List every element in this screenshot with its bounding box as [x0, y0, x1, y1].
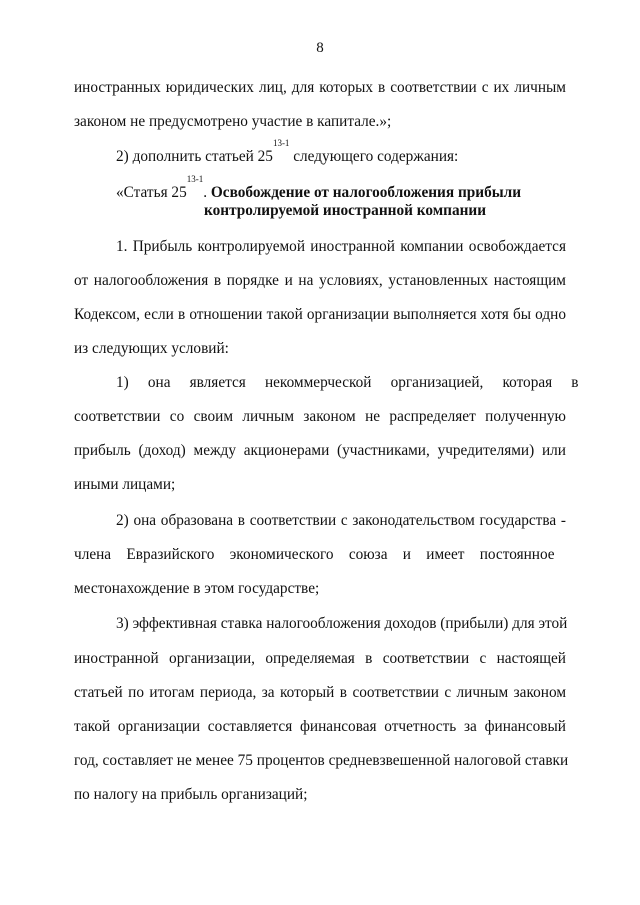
article-title: Освобождение от налогообложения прибыли — [210, 184, 522, 201]
text-line: из следующих условий: — [74, 340, 229, 357]
text-line: 2) она образована в соответствии с законодательством государства - — [116, 512, 566, 529]
article-dot: . — [203, 184, 211, 201]
instruction-text: 2) дополнить статьей 25 — [116, 148, 273, 165]
text-line: статьей по итогам периода, за который в соответствии с личным законом — [74, 684, 566, 701]
article-title-continued: контролируемой иностранной компании — [204, 202, 487, 219]
text-line: такой организации составляется финансовая отчетность за финансовый — [74, 718, 566, 735]
text-line: 1) она является некоммерческой организацией, которая в — [116, 374, 579, 391]
text-line: иными лицами; — [74, 476, 176, 493]
text-line: члена Евразийского экономического союза и имеет постоянное — [74, 546, 555, 563]
article-number: «Статья 25 — [116, 184, 187, 201]
article-superscript: 13-1 — [186, 174, 204, 184]
instruction-text: следующего содержания: — [289, 148, 459, 165]
text-line: местонахождение в этом государстве; — [74, 580, 320, 597]
text-line: от налогообложения в порядке и на условиях, установленных настоящим — [74, 272, 566, 289]
text-line: Кодексом, если в отношении такой организации выполняется хотя бы одно — [74, 306, 566, 323]
article-heading — [116, 174, 608, 203]
text-line: по налогу на прибыль организаций; — [74, 786, 308, 803]
text-line: 3) эффективная ставка налогообложения доходов (прибыли) для этой — [116, 615, 568, 632]
text-line: год, составляет не менее 75 процентов средневзвешенной налоговой ставки — [74, 752, 569, 769]
page-number: 8 — [316, 40, 324, 56]
text-line: законом не предусмотрено участие в капитале.»; — [74, 113, 392, 130]
article-superscript: 13-1 — [272, 138, 290, 148]
text-line: иностранной организации, определяемая в соответствии с настоящей — [74, 650, 566, 667]
text-line: соответствии со своим личным законом не распределяет полученную — [74, 408, 566, 425]
text-line: прибыль (доход) между акционерами (участниками, учредителями) или — [74, 442, 566, 459]
amendment-instruction — [116, 138, 566, 167]
text-line: иностранных юридических лиц, для которых в соответствии с их личным — [74, 79, 566, 96]
text-line: 1. Прибыль контролируемой иностранной компании освобождается — [116, 238, 566, 255]
